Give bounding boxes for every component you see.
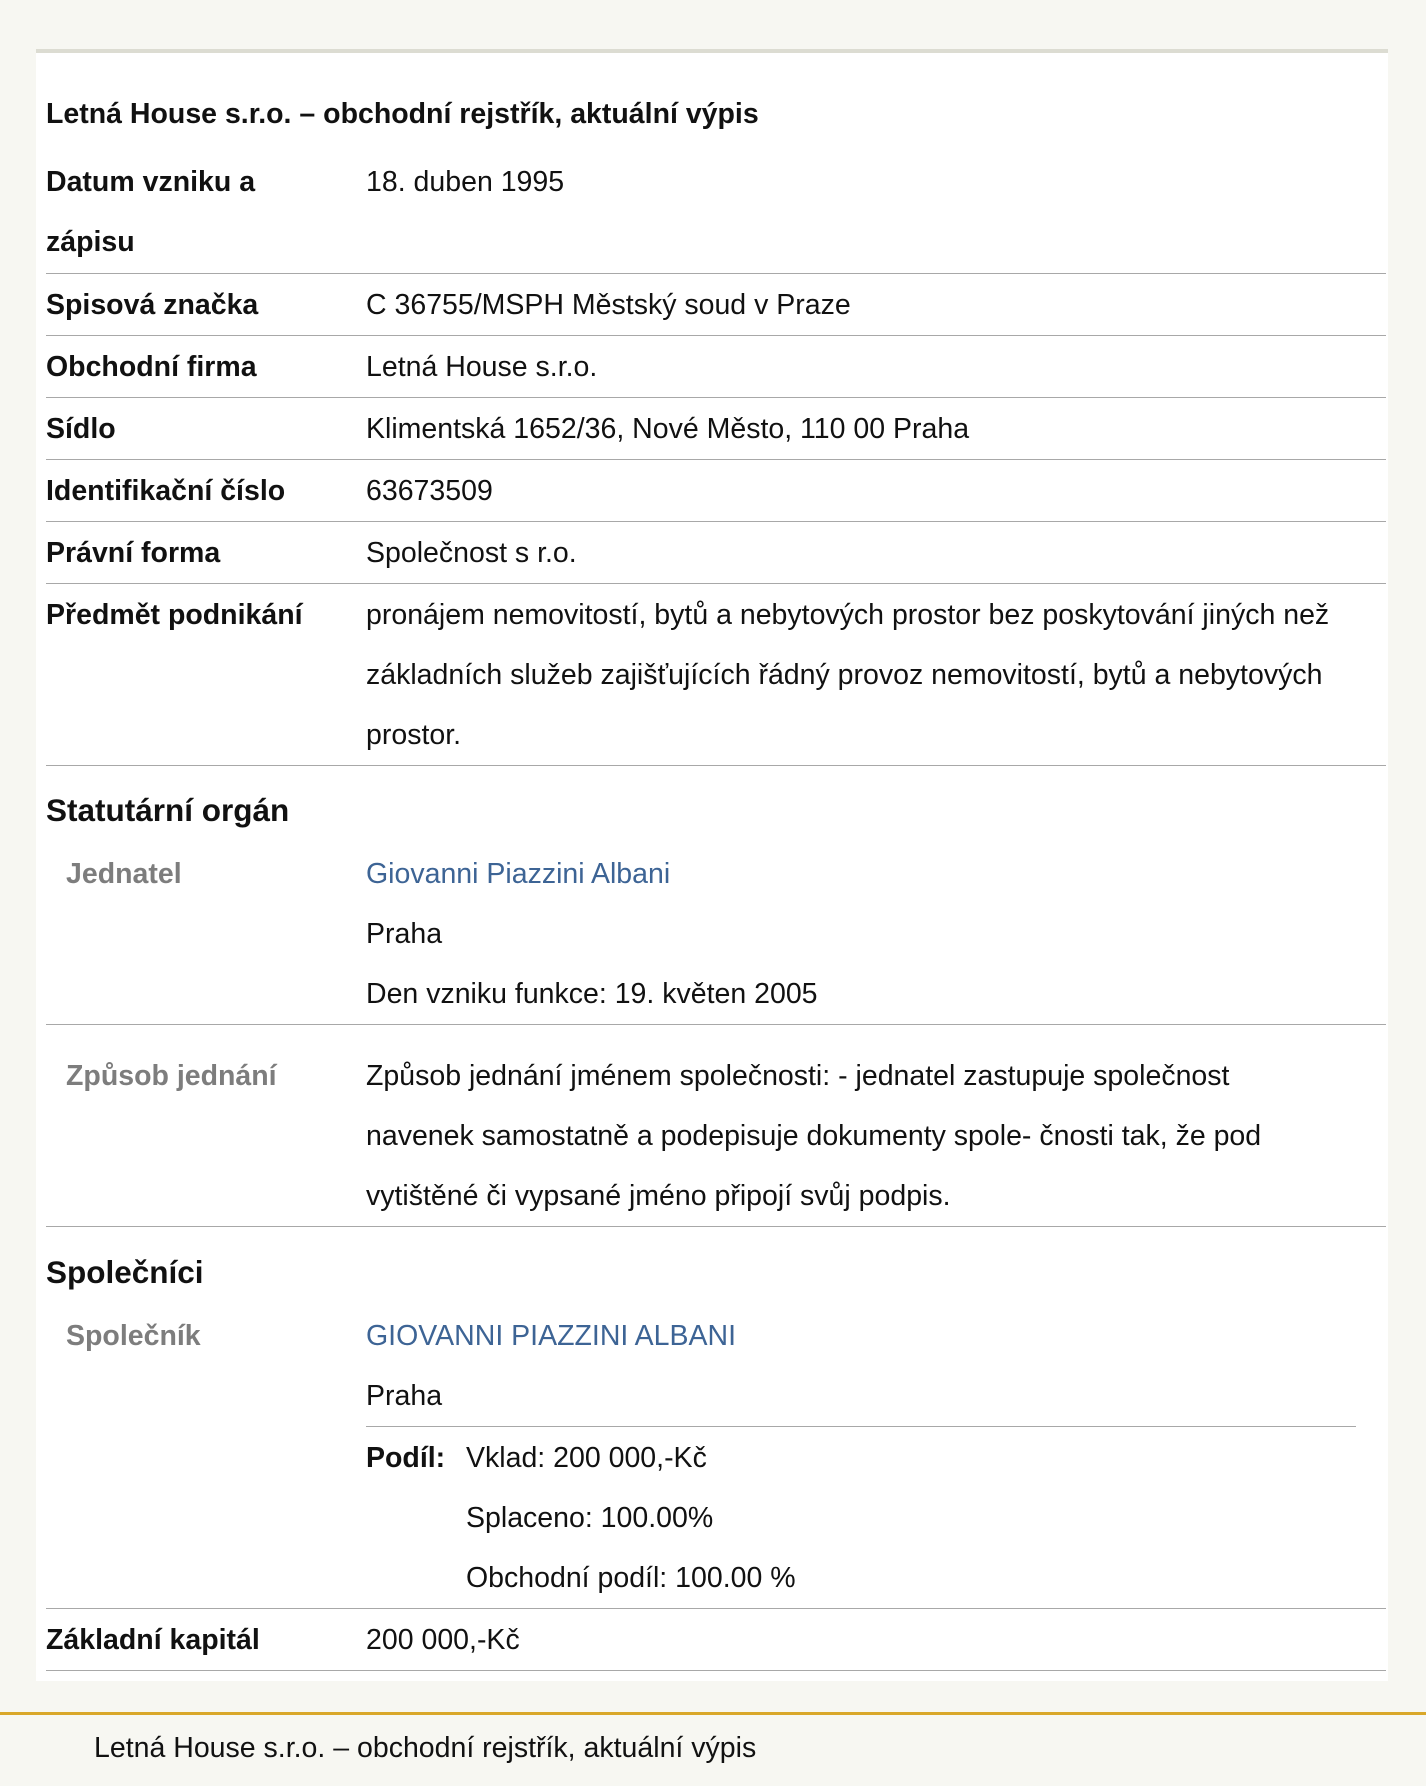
inner-divider [366, 1426, 1356, 1427]
label-datum-vzniku-1: Datum vzniku a [46, 166, 256, 198]
section-heading-statutarni-organ: Statutární orgán [46, 792, 290, 828]
row-divider [46, 521, 1386, 522]
label-zakladni-kapital: Základní kapitál [46, 1624, 260, 1656]
label-zpusob-jednani: Způsob jednání [66, 1060, 277, 1092]
value-zakladni-kapital: 200 000,-Kč [366, 1624, 520, 1656]
value-jednatel-since: Den vzniku funkce: 19. květen 2005 [366, 978, 818, 1010]
row-divider [46, 1226, 1386, 1227]
page-title: Letná House s.r.o. – obchodní rejstřík, aktuální výpis [46, 98, 759, 130]
row-divider [46, 335, 1386, 336]
value-pravni-forma: Společnost s r.o. [366, 537, 577, 569]
link-spolecnik-name[interactable]: GIOVANNI PIAZZINI ALBANI [366, 1320, 737, 1352]
label-obchodni-firma: Obchodní firma [46, 351, 257, 383]
footer-divider [0, 1712, 1426, 1715]
label-spolecnik: Společník [66, 1320, 201, 1352]
footer-title: Letná House s.r.o. – obchodní rejstřík, aktuální výpis [94, 1732, 757, 1764]
value-zpusob-line-3: vytištěné či vypsané jméno připojí svůj podpis. [366, 1180, 951, 1212]
value-sidlo: Klimentská 1652/36, Nové Město, 110 00 Praha [366, 413, 970, 445]
row-divider [46, 459, 1386, 460]
value-zpusob-line-1: Způsob jednání jménem společnosti: - jednatel zastupuje společnost [366, 1060, 1230, 1092]
row-divider [46, 583, 1386, 584]
value-obchodni-podil: Obchodní podíl: 100.00 % [466, 1562, 796, 1594]
value-jednatel-city: Praha [366, 918, 443, 950]
value-datum-vzniku: 18. duben 1995 [366, 166, 565, 198]
label-pravni-forma: Právní forma [46, 537, 221, 569]
row-divider [46, 397, 1386, 398]
label-predmet-podnikani: Předmět podnikání [46, 599, 303, 631]
row-divider [46, 1670, 1386, 1671]
row-divider [46, 1024, 1386, 1025]
label-datum-vzniku-2: zápisu [46, 226, 135, 258]
label-spisova-znacka: Spisová značka [46, 289, 259, 321]
value-spisova-znacka: C 36755/MSPH Městský soud v Praze [366, 289, 851, 321]
value-spolecnik-city: Praha [366, 1380, 443, 1412]
label-jednatel: Jednatel [66, 858, 182, 890]
label-identifikacni-cislo: Identifikační číslo [46, 475, 286, 507]
section-heading-spolecnici: Společníci [46, 1254, 204, 1290]
link-jednatel-name[interactable]: Giovanni Piazzini Albani [366, 858, 671, 890]
row-divider [46, 1608, 1386, 1609]
row-divider [46, 273, 1386, 274]
value-vklad: Vklad: 200 000,-Kč [466, 1442, 707, 1474]
label-sidlo: Sídlo [46, 413, 116, 445]
value-zpusob-line-2: navenek samostatně a podepisuje dokumenty spole- čnosti tak, že pod [366, 1120, 1262, 1152]
value-obchodni-firma: Letná House s.r.o. [366, 351, 598, 383]
value-splaceno: Splaceno: 100.00% [466, 1502, 714, 1534]
value-predmet-line-1: pronájem nemovitostí, bytů a nebytových prostor bez poskytování jiných než [366, 599, 1330, 631]
label-podil: Podíl: [366, 1442, 446, 1474]
value-predmet-line-3: prostor. [366, 719, 462, 751]
value-predmet-line-2: základních služeb zajišťujících řádný provoz nemovitostí, bytů a nebytových [366, 659, 1323, 691]
row-divider [46, 765, 1386, 766]
value-identifikacni-cislo: 63673509 [366, 475, 493, 507]
